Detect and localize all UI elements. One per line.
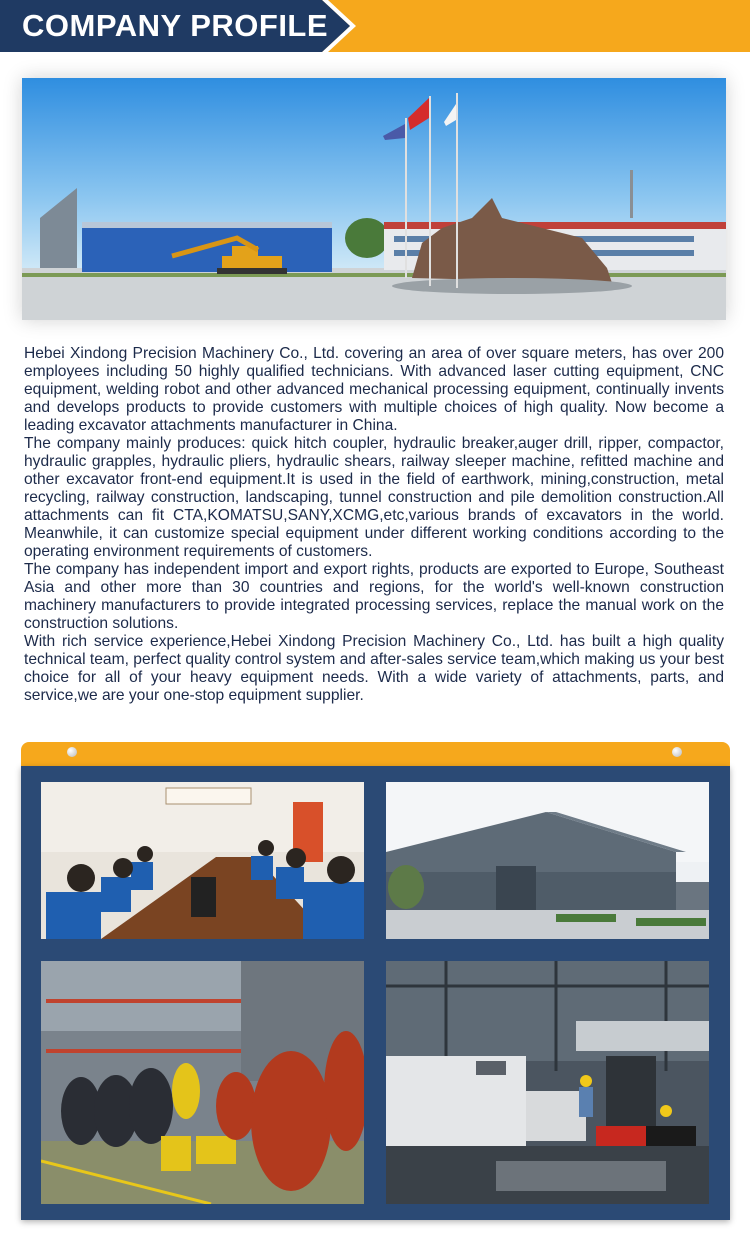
gallery-top-bar <box>21 742 730 766</box>
page-title: COMPANY PROFILE <box>22 8 329 43</box>
intro-paragraph: Hebei Xindong Precision Machinery Co., Ltd. covering an area of over square meters, has over 200 employees including 50 highly qualified technicians. With advanced laser cutting equipment, CNC equipment, welding robot and other advanced mechanical processing equipment, continually invents and develops products to provide customers with multiple choices of high quality. Now become a leading excavator attachments manufacturer in China. <box>24 345 724 434</box>
factory-building-photo <box>386 782 709 939</box>
laser-cutting-workshop-photo <box>386 961 709 1204</box>
section-banner <box>0 0 750 52</box>
intro-paragraph: The company mainly produces: quick hitch coupler, hydraulic breaker,auger drill, ripper, compactor, hydraulic grapples, hydraulic pliers, hydraulic shears, railway sleeper machine, refitted machine and other excavator front-end equipment.It is used in the field of earthwork, mining,construction, metal recycling, railway construction, landscaping, tunnel construction and pile demolition construction.All attachments can fit CTA,KOMATSU,SANY,XCMG,etc,various brands of excavators in the world. Meanwhile, it can customize special equipment under different working conditions according to the operating environment requirements of customers. <box>24 435 724 560</box>
photo-gallery <box>21 766 730 1220</box>
factory-exterior-photo <box>22 78 726 320</box>
grapple-attachments-photo <box>41 961 364 1204</box>
company-intro-text <box>24 345 724 705</box>
intro-paragraph: The company has independent import and export rights, products are exported to Europe, Southeast Asia and other more than 30 countries and regions, for the world's well-known construction machinery manufacturers to provide integrated processing services, replace the manual work on the construction solutions. <box>24 561 724 632</box>
rivet-icon <box>672 747 682 757</box>
rivet-icon <box>67 747 77 757</box>
intro-paragraph: With rich service experience,Hebei Xindong Precision Machinery Co., Ltd. has built a high quality technical team, perfect quality control system and after-sales service team,which making us your best choice for all of your heavy equipment needs. With a wide variety of attachments, parts, and service,we are your one-stop equipment supplier. <box>24 633 724 704</box>
meeting-room-photo <box>41 782 364 939</box>
